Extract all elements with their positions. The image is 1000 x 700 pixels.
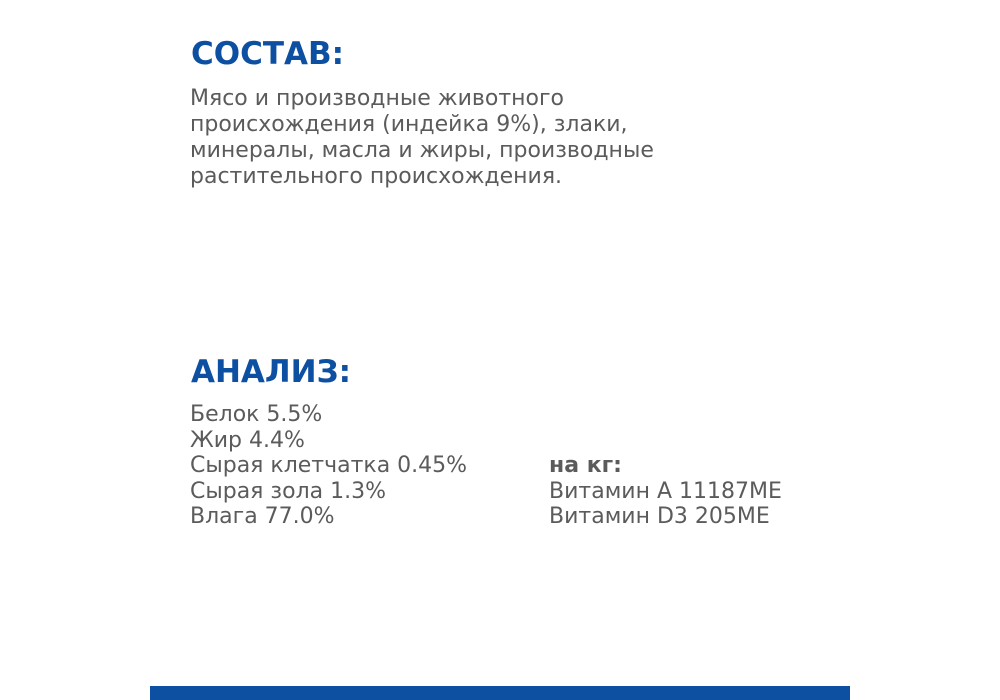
per-kg-title: на кг:: [549, 453, 622, 478]
analysis-list: [190, 402, 467, 530]
analysis-item-fat: Жир 4.4%: [190, 427, 305, 453]
composition-text: [190, 86, 750, 190]
composition-line: Мясо и производные животного: [190, 86, 564, 111]
composition-line: происхождения (индейка 9%), злаки,: [190, 112, 628, 137]
analysis-item-fiber: Сырая клетчатка 0.45%: [190, 453, 468, 478]
analysis-item-protein: Белок 5.5%: [190, 402, 323, 427]
vitamin-a: Витамин А 11187МЕ: [549, 478, 782, 504]
composition-line: растительного происхождения.: [190, 164, 563, 189]
analysis-item-ash: Сырая зола 1.3%: [190, 478, 386, 504]
analysis-item-moisture: Влага 77.0%: [190, 504, 335, 529]
analysis-heading: АНАЛИЗ:: [191, 354, 352, 390]
vitamin-d3: Витамин D3 205МЕ: [549, 504, 770, 529]
per-kg-block: [549, 453, 782, 530]
bottom-accent-bar: [150, 686, 850, 700]
composition-line: минералы, масла и жиры, производные: [190, 138, 654, 163]
composition-heading: СОСТАВ:: [191, 36, 345, 72]
